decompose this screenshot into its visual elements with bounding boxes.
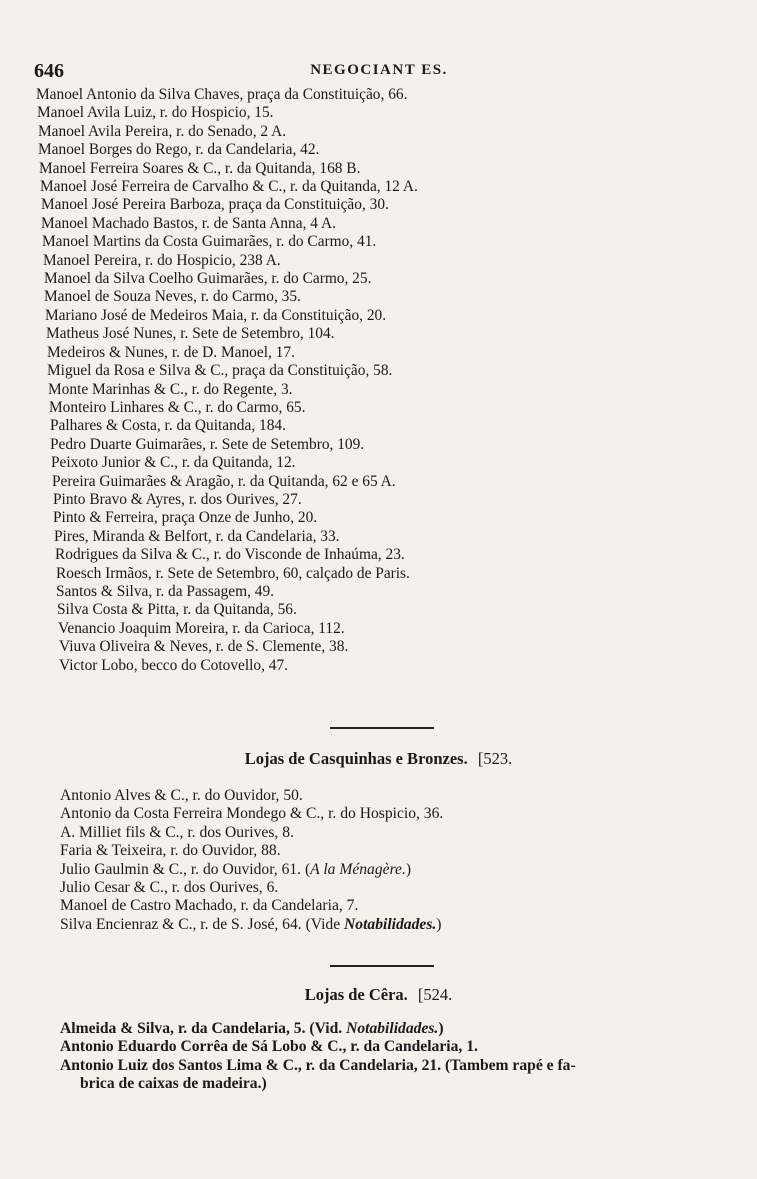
list-item: Victor Lobo, becco do Cotovello, 47. bbox=[59, 656, 289, 674]
casquinhas-title: Lojas de Casquinhas e Bronzes. bbox=[244, 749, 468, 768]
list-item: Julio Gaulmin & C., r. do Ouvidor, 61. (A la Ménagère.) bbox=[60, 860, 412, 878]
cera-number: [524. bbox=[417, 985, 453, 1004]
list-item: Manoel Martins da Costa Guimarães, r. do Carmo, 41. bbox=[42, 233, 377, 251]
section-divider bbox=[330, 965, 434, 967]
list-item: Manoel José Ferreira de Carvalho & C., r. da Quitanda, 12 A. bbox=[40, 178, 418, 196]
list-item: Manoel Avila Pereira, r. do Senado, 2 A. bbox=[38, 122, 287, 140]
list-item: Rodrigues da Silva & C., r. do Visconde de Inhaúma, 23. bbox=[55, 546, 405, 564]
list-item: Manoel de Castro Machado, r. da Candelaria, 7. bbox=[60, 897, 359, 915]
list-item: Palhares & Costa, r. da Quitanda, 184. bbox=[50, 417, 286, 435]
casquinhas-list bbox=[60, 787, 750, 934]
list-item: Silva Costa & Pitta, r. da Quitanda, 56. bbox=[57, 601, 297, 619]
list-item: Venancio Joaquim Moreira, r. da Carioca, 112. bbox=[58, 619, 345, 637]
list-item: A. Milliet fils & C., r. dos Ourives, 8. bbox=[60, 823, 294, 841]
list-item: Monteiro Linhares & C., r. do Carmo, 65. bbox=[49, 398, 306, 416]
list-item: Faria & Teixeira, r. do Ouvidor, 88. bbox=[60, 842, 281, 860]
list-item: Pires, Miranda & Belfort, r. da Candelaria, 33. bbox=[54, 527, 340, 545]
list-item: Peixoto Junior & C., r. da Quitanda, 12. bbox=[51, 454, 296, 472]
cera-list bbox=[60, 1020, 750, 1094]
list-item: Manoel de Souza Neves, r. do Carmo, 35. bbox=[44, 288, 301, 306]
list-item: Pedro Duarte Guimarães, r. Sete de Setembro, 109. bbox=[50, 435, 365, 453]
list-item: Manoel Ferreira Soares & C., r. da Quitanda, 168 B. bbox=[39, 159, 361, 177]
list-item: Mariano José de Medeiros Maia, r. da Constituição, 20. bbox=[45, 306, 387, 324]
negociantes-list bbox=[36, 86, 726, 675]
cera-title: Lojas de Cêra. bbox=[304, 985, 408, 1004]
list-item: Antonio Alves & C., r. do Ouvidor, 50. bbox=[60, 787, 303, 804]
list-item: Antonio Luiz dos Santos Lima & C., r. da Candelaria, 21. (Tambem rapé e fa- bbox=[60, 1056, 576, 1074]
list-item: Manoel Machado Bastos, r. de Santa Anna, 4 A. bbox=[41, 214, 336, 232]
running-title: NEGOCIANT ES. bbox=[310, 62, 448, 78]
list-item: Julio Cesar & C., r. dos Ourives, 6. bbox=[60, 879, 279, 897]
casquinhas-number: [523. bbox=[477, 749, 513, 768]
section-title-cera bbox=[0, 985, 757, 1005]
list-item: Matheus José Nunes, r. Sete de Setembro, 104. bbox=[46, 325, 335, 343]
list-item-continuation: brica de caixas de madeira.) bbox=[80, 1075, 267, 1093]
list-item: Pereira Guimarães & Aragão, r. da Quitanda, 62 e 65 A. bbox=[52, 472, 396, 490]
list-item: Roesch Irmãos, r. Sete de Setembro, 60, calçado de Paris. bbox=[56, 564, 410, 582]
page-header bbox=[34, 60, 724, 84]
list-item: Almeida & Silva, r. da Candelaria, 5. (Vid. Notabilidades.) bbox=[60, 1020, 444, 1037]
list-item: Manoel José Pereira Barboza, praça da Constituição, 30. bbox=[41, 196, 389, 214]
list-item: Viuva Oliveira & Neves, r. de S. Clemente, 38. bbox=[59, 638, 349, 656]
list-item: Silva Encienraz & C., r. de S. José, 64. (Vide Notabilidades.) bbox=[60, 915, 442, 933]
list-item: Manoel da Silva Coelho Guimarães, r. do Carmo, 25. bbox=[44, 270, 372, 288]
list-item: Miguel da Rosa e Silva & C., praça da Constituição, 58. bbox=[47, 362, 393, 380]
list-item: Manoel Antonio da Silva Chaves, praça da Constituição, 66. bbox=[36, 86, 408, 103]
list-item: Medeiros & Nunes, r. de D. Manoel, 17. bbox=[47, 343, 295, 361]
list-item: Manoel Pereira, r. do Hospicio, 238 A. bbox=[43, 251, 281, 269]
list-item: Manoel Borges do Rego, r. da Candelaria, 42. bbox=[38, 141, 320, 159]
list-item: Manoel Avila Luiz, r. do Hospicio, 15. bbox=[37, 104, 274, 122]
page-number: 646 bbox=[34, 60, 64, 82]
list-item: Antonio Eduardo Corrêa de Sá Lobo & C., r. da Candelaria, 1. bbox=[60, 1038, 478, 1056]
list-item: Santos & Silva, r. da Passagem, 49. bbox=[56, 582, 275, 600]
list-item: Pinto & Ferreira, praça Onze de Junho, 20. bbox=[53, 509, 318, 527]
list-item: Pinto Bravo & Ayres, r. dos Ourives, 27. bbox=[53, 490, 302, 508]
list-item: Monte Marinhas & C., r. do Regente, 3. bbox=[48, 380, 293, 398]
list-item: Antonio da Costa Ferreira Mondego & C., r. do Hospicio, 36. bbox=[60, 805, 444, 823]
section-title-casquinhas bbox=[0, 749, 757, 769]
section-divider bbox=[330, 727, 434, 729]
